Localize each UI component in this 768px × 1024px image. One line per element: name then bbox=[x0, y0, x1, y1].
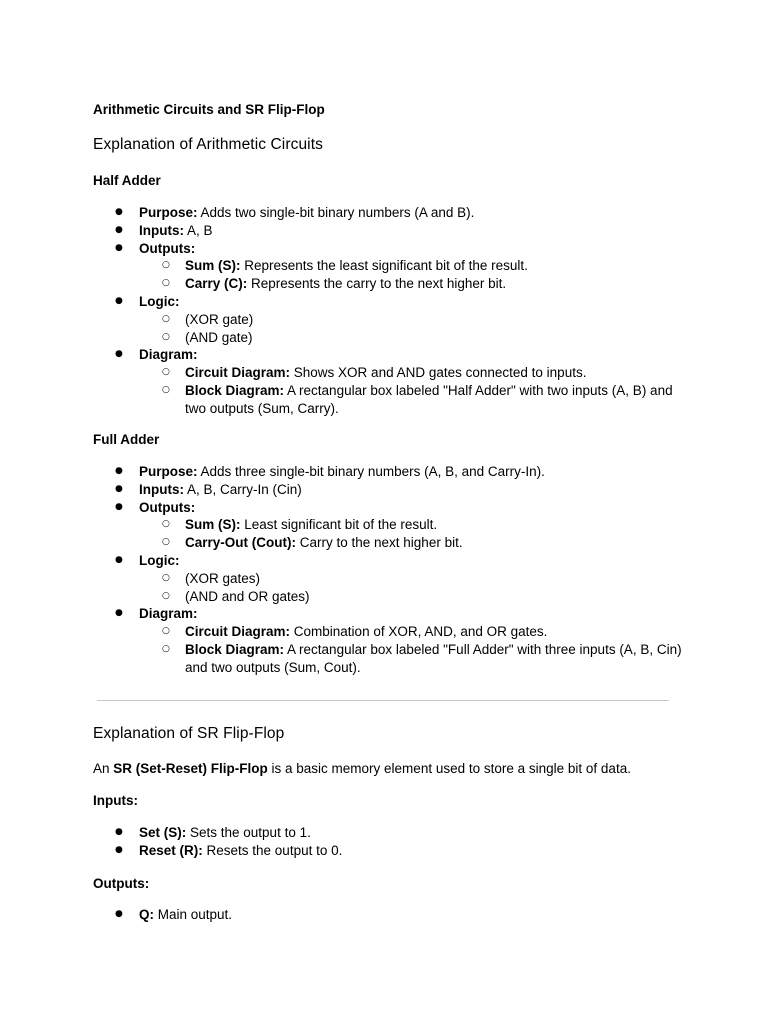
sub-list bbox=[139, 516, 683, 552]
half-adder-heading: Half Adder bbox=[93, 173, 161, 188]
list-item: ○ (XOR gate) bbox=[139, 311, 683, 329]
list-item: ○ (XOR gates) bbox=[139, 570, 683, 588]
list-item: ○ Sum (S): Represents the least significant bit of the result. bbox=[139, 257, 683, 275]
sr-flipflop-heading: Explanation of SR Flip-Flop bbox=[93, 725, 285, 742]
list-item: ○ Block Diagram: A rectangular box labeled "Half Adder" with two inputs (A, B) and two outputs (Sum, Carry). bbox=[139, 382, 683, 418]
sub-list bbox=[139, 364, 683, 417]
list-item: ○ Carry (C): Represents the carry to the next higher bit. bbox=[139, 275, 683, 293]
half-adder-list bbox=[93, 204, 683, 418]
sub-list bbox=[139, 570, 683, 606]
list-item: ○ (AND gate) bbox=[139, 329, 683, 347]
sr-outputs-heading: Outputs: bbox=[93, 876, 150, 891]
sr-intro-paragraph: An SR (Set-Reset) Flip-Flop is a basic memory element used to store a single bit of data. bbox=[93, 761, 631, 776]
list-item: ● Diagram: ○ Circuit Diagram: Combination of XOR, AND, and OR gates. ○ Block Diagram: A rectangular box labeled "Full Adder" with three inputs (A, B, Cin) and two outputs (Sum, Cout). bbox=[93, 605, 683, 676]
sub-list bbox=[139, 623, 683, 676]
list-item: ● Diagram: ○ Circuit Diagram: Shows XOR and AND gates connected to inputs. ○ Block Diagram: A rectangular box labeled "Half Adder" with two inputs (A, B) and two outputs (Sum, Carry). bbox=[93, 346, 683, 417]
sr-inputs-list bbox=[93, 824, 683, 860]
list-item: ● Outputs: ○ Sum (S): Least significant bit of the result. ○ Carry-Out (Cout): Carry to the next higher bit. bbox=[93, 499, 683, 552]
list-item: ● Set (S): Sets the output to 1. bbox=[93, 824, 683, 842]
arithmetic-heading: Explanation of Arithmetic Circuits bbox=[93, 136, 323, 153]
list-item: ● Inputs: A, B, Carry-In (Cin) bbox=[93, 481, 683, 499]
list-item: ○ (AND and OR gates) bbox=[139, 588, 683, 606]
list-item: ● Q: Main output. bbox=[93, 906, 683, 924]
list-item: ● Logic: ○ (XOR gates) ○ (AND and OR gates) bbox=[93, 552, 683, 605]
horizontal-divider bbox=[97, 700, 669, 701]
sr-outputs-list bbox=[93, 906, 683, 924]
list-item: ● Logic: ○ (XOR gate) ○ (AND gate) bbox=[93, 293, 683, 346]
full-adder-heading: Full Adder bbox=[93, 432, 160, 447]
list-item: ○ Block Diagram: A rectangular box labeled "Full Adder" with three inputs (A, B, Cin) and two outputs (Sum, Cout). bbox=[139, 641, 683, 677]
list-item: ● Purpose: Adds three single-bit binary numbers (A, B, and Carry-In). bbox=[93, 463, 683, 481]
sub-list bbox=[139, 257, 683, 293]
sr-inputs-heading: Inputs: bbox=[93, 793, 138, 808]
list-item: ○ Carry-Out (Cout): Carry to the next higher bit. bbox=[139, 534, 683, 552]
sub-list bbox=[139, 311, 683, 347]
list-item: ● Inputs: A, B bbox=[93, 222, 683, 240]
list-item: ○ Sum (S): Least significant bit of the result. bbox=[139, 516, 683, 534]
list-item: ● Outputs: ○ Sum (S): Represents the least significant bit of the result. ○ Carry (C): Represents the carry to the next higher bit. bbox=[93, 240, 683, 293]
document-title: Arithmetic Circuits and SR Flip-Flop bbox=[93, 102, 325, 117]
list-item: ○ Circuit Diagram: Combination of XOR, AND, and OR gates. bbox=[139, 623, 683, 641]
full-adder-list bbox=[93, 463, 683, 677]
list-item: ● Reset (R): Resets the output to 0. bbox=[93, 842, 683, 860]
list-item: ○ Circuit Diagram: Shows XOR and AND gates connected to inputs. bbox=[139, 364, 683, 382]
list-item: ● Purpose: Adds two single-bit binary numbers (A and B). bbox=[93, 204, 683, 222]
